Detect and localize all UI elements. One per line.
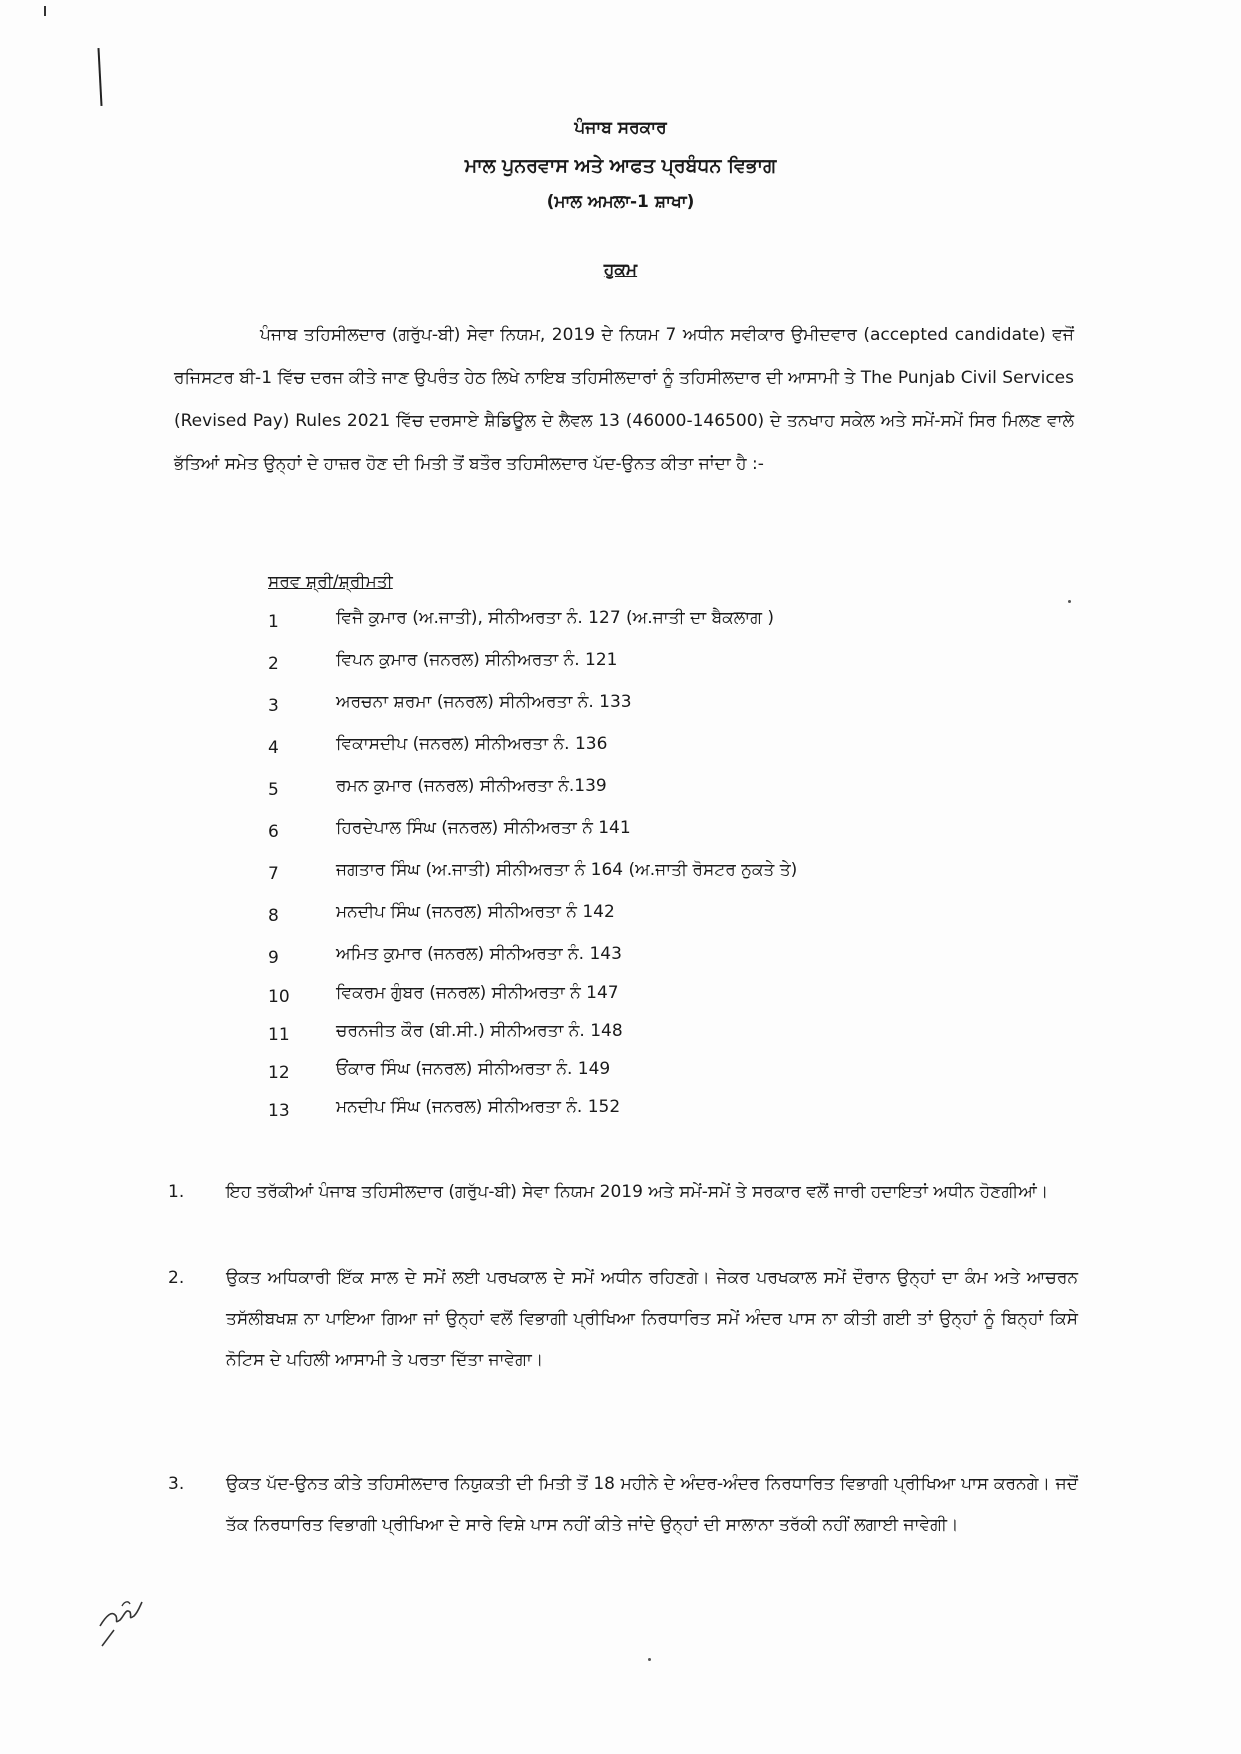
officer-number: 13 xyxy=(268,1101,290,1121)
scan-speck xyxy=(648,1658,651,1661)
officer-entry: ਅਰਚਨਾ ਸ਼ਰਮਾ (ਜਨਰਲ) ਸੀਨੀਅਰਤਾ ਨੰ. 133 xyxy=(336,692,632,712)
scan-mark xyxy=(44,6,46,16)
officer-row xyxy=(268,944,1068,984)
officer-entry: ਚਰਨਜੀਤ ਕੌਰ (ਬੀ.ਸੀ.) ਸੀਨੀਅਰਤਾ ਨੰ. 148 xyxy=(336,1021,623,1041)
officer-row xyxy=(268,1059,1068,1099)
officer-row xyxy=(268,902,1068,942)
officer-row xyxy=(268,776,1068,816)
officer-entry: ਰਮਨ ਕੁਮਾਰ (ਜਨਰਲ) ਸੀਨੀਅਰਤਾ ਨੰ.139 xyxy=(336,776,607,796)
scan-speck xyxy=(1068,600,1071,603)
officer-row xyxy=(268,650,1068,690)
condition-text: ਉਕਤ ਪੱਦ-ਉਨਤ ਕੀਤੇ ਤਹਿਸੀਲਦਾਰ ਨਿਯੁਕਤੀ ਦੀ ਮਿਤੀ ਤੋਂ 18 ਮਹੀਨੇ ਦੇ ਅੰਦਰ-ਅੰਦਰ ਨਿਰਧਾਰਿਤ ਵਿਭਾਗੀ ਪ੍ਰੀਖਿਆ ਪਾਸ ਕਰਨਗੇ। ਜਦੋਂ ਤੱਕ ਨਿਰਧਾਰਿਤ ਵਿਭਾਗੀ ਪ੍ਰੀਖਿਆ ਦੇ ਸਾਰੇ ਵਿਸ਼ੇ ਪਾਸ ਨਹੀਂ ਕੀਤੇ ਜਾਂਦੇ ਉਨ੍ਹਾਂ ਦੀ ਸਾਲਾਨਾ ਤਰੱਕੀ ਨਹੀਂ ਲਗਾਈ ਜਾਵੇਗੀ। xyxy=(226,1474,1078,1535)
officer-row xyxy=(268,734,1068,774)
officer-number: 4 xyxy=(268,738,279,758)
officer-row xyxy=(268,818,1068,858)
officer-entry: ਵਿਕਰਮ ਗੁੰਬਰ (ਜਨਰਲ) ਸੀਨੀਅਰਤਾ ਨੰ 147 xyxy=(336,983,619,1003)
officer-number: 6 xyxy=(268,822,279,842)
condition-text: ਉਕਤ ਅਧਿਕਾਰੀ ਇੱਕ ਸਾਲ ਦੇ ਸਮੇਂ ਲਈ ਪਰਖਕਾਲ ਦੇ ਸਮੇਂ ਅਧੀਨ ਰਹਿਣਗੇ। ਜੇਕਰ ਪਰਖਕਾਲ ਸਮੇਂ ਦੌਰਾਨ ਉਨ੍ਹਾਂ ਦਾ ਕੰਮ ਅਤੇ ਆਚਰਨ ਤਸੱਲੀਬਖਸ਼ ਨਾ ਪਾਇਆ ਗਿਆ ਜਾਂ ਉਨ੍ਹਾਂ ਵਲੋਂ ਵਿਭਾਗੀ ਪ੍ਰੀਖਿਆ ਨਿਰਧਾਰਿਤ ਸਮੇਂ ਅੰਦਰ ਪਾਸ ਨਾ ਕੀਤੀ ਗਈ ਤਾਂ ਉਨ੍ਹਾਂ ਨੂੰ ਬਿਨ੍ਹਾਂ ਕਿਸੇ ਨੋਟਿਸ ਦੇ ਪਹਿਲੀ ਆਸਾਮੀ ਤੇ ਪਰਤਾ ਦਿੱਤਾ ਜਾਵੇਗਾ। xyxy=(226,1268,1078,1370)
officer-number: 10 xyxy=(268,987,290,1007)
officer-entry: ਜਗਤਾਰ ਸਿੰਘ (ਅ.ਜਾਤੀ) ਸੀਨੀਅਰਤਾ ਨੰ 164 (ਅ.ਜਾਤੀ ਰੋਸਟਰ ਨੁਕਤੇ ਤੇ) xyxy=(336,860,798,880)
officer-number: 1 xyxy=(268,612,279,632)
header-government: ਪੰਜਾਬ ਸਰਕਾਰ xyxy=(574,118,667,138)
intro-paragraph xyxy=(174,314,1074,486)
condition-number: 2. xyxy=(168,1268,185,1288)
officer-row xyxy=(268,1021,1068,1061)
condition-number: 3. xyxy=(168,1474,185,1494)
intro-text: ਪੰਜਾਬ ਤਹਿਸੀਲਦਾਰ (ਗਰੁੱਪ-ਬੀ) ਸੇਵਾ ਨਿਯਮ, 2019 ਦੇ ਨਿਯਮ 7 ਅਧੀਨ ਸਵੀਕਾਰ ਉਮੀਦਵਾਰ (accepted candidate) ਵਜੋਂ ਰਜਿਸਟਰ ਬੀ-1 ਵਿੱਚ ਦਰਜ ਕੀਤੇ ਜਾਣ ਉਪਰੰਤ ਹੇਠ ਲਿਖੇ ਨਾਇਬ ਤਹਿਸੀਲਦਾਰਾਂ ਨੂੰ ਤਹਿਸੀਲਦਾਰ ਦੀ ਆਸਾਮੀ ਤੇ The Punjab Civil Services (Revised Pay) Rules 2021 ਵਿੱਚ ਦਰਸਾਏ ਸ਼ੈਡਿਊਲ ਦੇ ਲੈਵਲ 13 (46000-146500) ਦੇ ਤਨਖਾਹ ਸਕੇਲ ਅਤੇ ਸਮੇਂ-ਸਮੇਂ ਸਿਰ ਮਿਲਣ ਵਾਲੇ ਭੱਤਿਆਂ ਸਮੇਤ ਉਨ੍ਹਾਂ ਦੇ ਹਾਜ਼ਰ ਹੋਣ ਦੀ ਮਿਤੀ ਤੋਂ ਬਤੌਰ ਤਹਿਸੀਲਦਾਰ ਪੱਦ-ਉਨਤ ਕੀਤਾ ਜਾਂਦਾ ਹੈ :- xyxy=(174,325,1074,474)
officer-number: 2 xyxy=(268,654,279,674)
officer-number: 3 xyxy=(268,696,279,716)
condition-number: 1. xyxy=(168,1182,185,1202)
salutation: ਸਰਵ ਸ਼੍ਰੀ/ਸ਼੍ਰੀਮਤੀ xyxy=(268,572,393,592)
condition-text: ਇਹ ਤਰੱਕੀਆਂ ਪੰਜਾਬ ਤਹਿਸੀਲਦਾਰ (ਗਰੁੱਪ-ਬੀ) ਸੇਵਾ ਨਿਯਮ 2019 ਅਤੇ ਸਮੇਂ-ਸਮੇਂ ਤੇ ਸਰਕਾਰ ਵਲੋਂ ਜਾਰੀ ਹਦਾਇਤਾਂ ਅਧੀਨ ਹੋਣਗੀਆਂ। xyxy=(226,1182,1049,1202)
officer-row xyxy=(268,692,1068,732)
officer-row xyxy=(268,608,1068,648)
officer-row xyxy=(268,860,1068,900)
order-title: ਹੁਕਮ xyxy=(603,260,638,280)
officer-row xyxy=(268,983,1068,1023)
header-branch: (ਮਾਲ ਅਮਲਾ-1 ਸ਼ਾਖਾ) xyxy=(546,192,695,212)
officer-number: 7 xyxy=(268,864,279,884)
officer-entry: ਮਨਦੀਪ ਸਿੰਘ (ਜਨਰਲ) ਸੀਨੀਅਰਤਾ ਨੰ 142 xyxy=(336,902,615,922)
officer-number: 5 xyxy=(268,780,279,800)
officer-entry: ਵਿਪਨ ਕੁਮਾਰ (ਜਨਰਲ) ਸੀਨੀਅਰਤਾ ਨੰ. 121 xyxy=(336,650,618,670)
officer-number: 11 xyxy=(268,1025,290,1045)
officer-entry: ਵਿਜੈ ਕੁਮਾਰ (ਅ.ਜਾਤੀ), ਸੀਨੀਅਰਤਾ ਨੰ. 127 (ਅ.ਜਾਤੀ ਦਾ ਬੈਕਲਾਗ ) xyxy=(336,608,774,628)
officer-entry: ਹਿਰਦੇਪਾਲ ਸਿੰਘ (ਜਨਰਲ) ਸੀਨੀਅਰਤਾ ਨੰ 141 xyxy=(336,818,631,838)
officer-entry: ਅਮਿਤ ਕੁਮਾਰ (ਜਨਰਲ) ਸੀਨੀਅਰਤਾ ਨੰ. 143 xyxy=(336,944,622,964)
header-department: ਮਾਲ ਪੁਨਰਵਾਸ ਅਤੇ ਆਫਤ ਪ੍ਰਬੰਧਨ ਵਿਭਾਗ xyxy=(464,155,777,177)
officer-number: 9 xyxy=(268,948,279,968)
officer-entry: ਓਂਕਾਰ ਸਿੰਘ (ਜਨਰਲ) ਸੀਨੀਅਰਤਾ ਨੰ. 149 xyxy=(336,1059,611,1079)
officer-row xyxy=(268,1097,1068,1137)
margin-pen-mark xyxy=(97,48,102,106)
officer-entry: ਮਨਦੀਪ ਸਿੰਘ (ਜਨਰਲ) ਸੀਨੀਅਰਤਾ ਨੰ. 152 xyxy=(336,1097,621,1117)
officer-number: 8 xyxy=(268,906,279,926)
initials-signature xyxy=(92,1586,148,1650)
officer-entry: ਵਿਕਾਸਦੀਪ (ਜਨਰਲ) ਸੀਨੀਅਰਤਾ ਨੰ. 136 xyxy=(336,734,608,754)
officer-number: 12 xyxy=(268,1063,290,1083)
